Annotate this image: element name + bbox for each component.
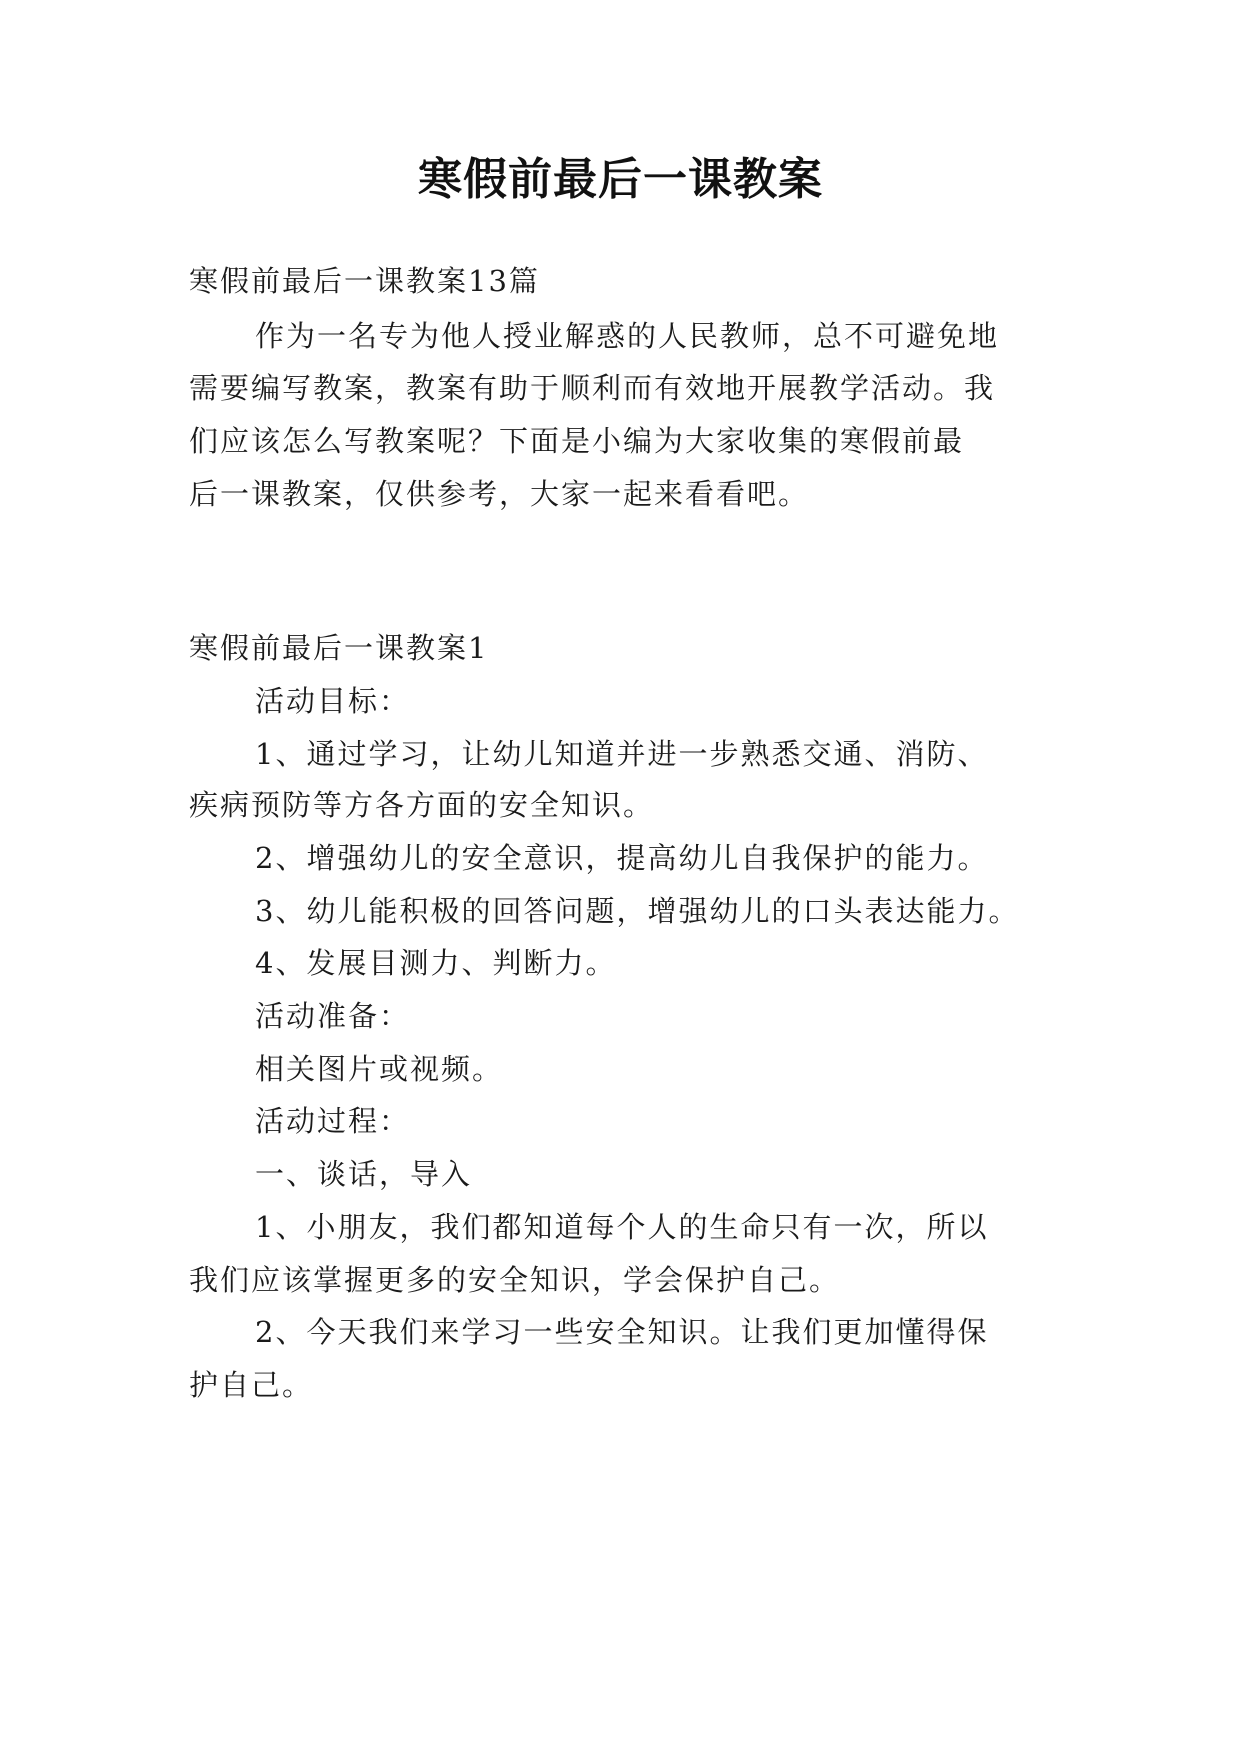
body-line: 1、小朋友，我们都知道每个人的生命只有一次，所以	[255, 1210, 989, 1244]
body-line: 2、增强幼儿的安全意识，提高幼儿自我保护的能力。	[255, 841, 989, 875]
intro-line: 们应该怎么写教案呢？下面是小编为大家收集的寒假前最	[189, 424, 965, 458]
body-line: 4、发展目测力、判断力。	[255, 946, 617, 980]
body-line: 活动过程：	[255, 1104, 411, 1138]
section-title: 寒假前最后一课教案1	[189, 631, 489, 665]
body-line: 活动目标：	[255, 684, 411, 718]
intro-line: 作为一名专为他人授业解惑的人民教师，总不可避免地	[255, 319, 1000, 353]
intro-line: 需要编写教案，教案有助于顺利而有效地开展教学活动。我	[189, 371, 996, 405]
body-line: 护自己。	[189, 1368, 314, 1402]
body-line: 活动准备：	[255, 999, 411, 1033]
body-line: 疾病预防等方各方面的安全知识。	[189, 788, 655, 822]
body-line: 1、通过学习，让幼儿知道并进一步熟悉交通、消防、	[255, 737, 989, 771]
body-line: 我们应该掌握更多的安全知识，学会保护自己。	[189, 1263, 841, 1297]
document-title: 寒假前最后一课教案	[418, 154, 823, 205]
body-line: 相关图片或视频。	[255, 1052, 504, 1086]
body-line: 3、幼儿能积极的回答问题，增强幼儿的口头表达能力。	[255, 894, 1020, 928]
body-line: 一、谈话，导入	[255, 1157, 473, 1191]
intro-line: 后一课教案，仅供参考，大家一起来看看吧。	[189, 477, 810, 511]
document-subtitle: 寒假前最后一课教案13篇	[189, 264, 540, 298]
body-line: 2、今天我们来学习一些安全知识。让我们更加懂得保	[255, 1315, 989, 1349]
